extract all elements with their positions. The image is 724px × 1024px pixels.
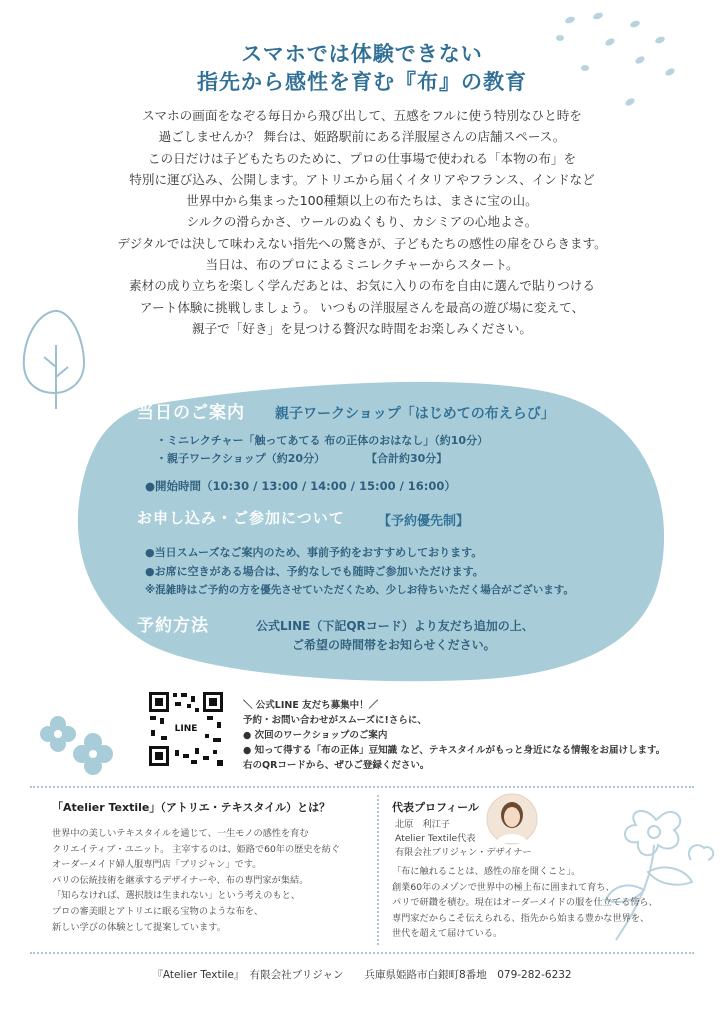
- profile-line: 「布に触れることは、感性の扉を開くこと」。: [392, 866, 581, 877]
- guide-heading: 当日のご案内: [137, 403, 245, 423]
- intro-line: 過ごしませんか？ 舞台は、姫路駅前にある洋服屋さんの店舗スペース。: [158, 129, 566, 145]
- title-line-2: 指先から感性を育む『布』の教育: [197, 70, 527, 94]
- profile-name: 北原 利江子: [395, 819, 451, 830]
- intro-line: この日だけは子どもたちのために、プロの仕事場で使われる「本物の布」を: [147, 150, 577, 166]
- flower-decoration-left: [38, 712, 118, 782]
- intro-line: 当日は、布のプロによるミニレクチャーからスタート。: [205, 257, 519, 273]
- intro-line: 特別に運び込み、公開します。アトリエから届くイタリアやフランス、インドなど: [129, 171, 595, 187]
- guide-item-lecture: ・ミニレクチャー「触ってあてる 布の正体のおはなし」（約10分）: [156, 434, 489, 447]
- profile-line: 世代を超えて届けている。: [392, 928, 503, 940]
- guide-total-time: 【合計約30分】: [366, 452, 448, 465]
- intro-line: シルクの滑らかさ、ウールのぬくもり、カシミアの心地よさ。: [186, 214, 538, 230]
- reserve-line-2: ご希望の時間帯をお知らせください。: [292, 638, 496, 652]
- line-text-3: ● 知って得する「布の正体」豆知識 など、テキスタイルがもっと身近になる情報をお届けします。: [243, 745, 666, 756]
- guide-item-workshop: ・親子ワークショップ（約20分）: [156, 452, 326, 465]
- title-line-1: スマホでは体験できない: [241, 42, 483, 66]
- profile-line: 創業60年のメゾンで世界中の極上布に囲まれて育ち、: [392, 881, 615, 893]
- about-line: オーダーメイド婦人服専門店「ブリジャン」です。: [52, 859, 262, 871]
- about-line: 世界中の美しいテキスタイルを通じて、一生モノの感性を育む: [52, 828, 309, 839]
- apply-note-2: ●お席に空きがある場合は、予約なしでも随時ご参加いただけます。: [145, 565, 484, 578]
- qr-line-label: LINE: [174, 724, 198, 734]
- dotted-divider-bottom: [30, 952, 694, 954]
- intro-line: デジタルでは決して味わえない指先への驚きが、子どもたちの感性の扉をひらきます。: [117, 235, 607, 251]
- apply-note-1: ●当日スムーズなご案内のため、事前予約をおすすめしております。: [145, 546, 483, 559]
- apply-note-3: ※混雑時はご予約の方を優先させていただくため、少しお待ちいただく場合がございます。: [145, 584, 574, 596]
- reserve-line-1: 公式LINE（下記QRコード）より友だち追加の上、: [256, 619, 534, 633]
- intro-paragraph: [40, 105, 684, 339]
- profile-body: [392, 864, 658, 942]
- line-headline: ＼ 公式LINE 友だち募集中！／: [243, 700, 379, 711]
- page-title: [0, 40, 724, 96]
- profile-line: 専門家だからこそ伝えられる、指先から始まる豊かな世界を、: [392, 912, 650, 924]
- about-line: パリの伝統技術を継承するデザイナーや、布の専門家が集結。: [52, 874, 309, 886]
- intro-line: 世界中から集まった100種類以上の布たちは、まさに宝の山。: [186, 193, 538, 209]
- about-title: 「Atelier Textile」（アトリエ・テキスタイル）とは？: [52, 801, 331, 814]
- about-line: プロの審美眼とアトリエに眠る宝物のような布を、: [52, 905, 264, 917]
- about-body: [52, 826, 340, 935]
- intro-line: アート体験に挑戦しましょう。 いつもの洋服屋さんを最高の遊び場に変えて、: [139, 299, 585, 315]
- profile-line: パリで研鑽を積む。現在はオーダーメイドの服を仕立てる傍ら、: [392, 897, 658, 909]
- start-times: ●開始時間（10:30 / 13:00 / 14:00 / 15:00 / 16:00）: [145, 479, 456, 493]
- profile-title: 代表プロフィール: [392, 801, 479, 814]
- about-line: 「知らなければ、選択肢は生まれない」という考えのもと、: [52, 890, 301, 902]
- line-text-1: 予約・お問い合わせがスムーズに!さらに、: [243, 715, 427, 726]
- apply-heading: お申し込み・ご参加について: [137, 509, 345, 527]
- profile-role-2: 有限会社ブリジャン・デザイナー: [395, 847, 532, 858]
- intro-line: 親子で「好き」を見つける贅沢な時間をお楽しみください。: [191, 320, 533, 336]
- profile-role-1: Atelier Textile代表: [395, 833, 476, 844]
- priority-label: 【予約優先制】: [378, 514, 470, 529]
- vertical-dotted-divider: [377, 795, 379, 945]
- event-title: 親子ワークショップ「はじめての布えらび」: [275, 406, 555, 422]
- avatar: [486, 793, 538, 845]
- intro-line: 素材の成り立ちを楽しく学んだあとは、お気に入りの布を自由に選んで貼りつける: [129, 278, 595, 294]
- about-line: クリエイティブ・ユニット。 主宰するのは、姫路で60年の歴史を紡ぐ: [52, 843, 341, 855]
- about-line: 新しい学びの体験として提案しています。: [52, 921, 226, 933]
- line-text-2: ● 次回のワークショップのご案内: [243, 730, 388, 741]
- line-qr-code[interactable]: [147, 690, 225, 768]
- footer-contact: 『Atelier Textile』 有限会社ブリジャン 兵庫県姫路市白銀町8番地 079-282-6232: [152, 969, 572, 981]
- line-text-4: 右のQRコードから、ぜひご登録ください。: [243, 760, 430, 771]
- reserve-heading: 予約方法: [137, 616, 209, 636]
- intro-line: スマホの画面をなぞる毎日から飛び出して、五感をフルに使う特別なひと時を: [142, 108, 582, 123]
- dotted-divider: [30, 786, 694, 788]
